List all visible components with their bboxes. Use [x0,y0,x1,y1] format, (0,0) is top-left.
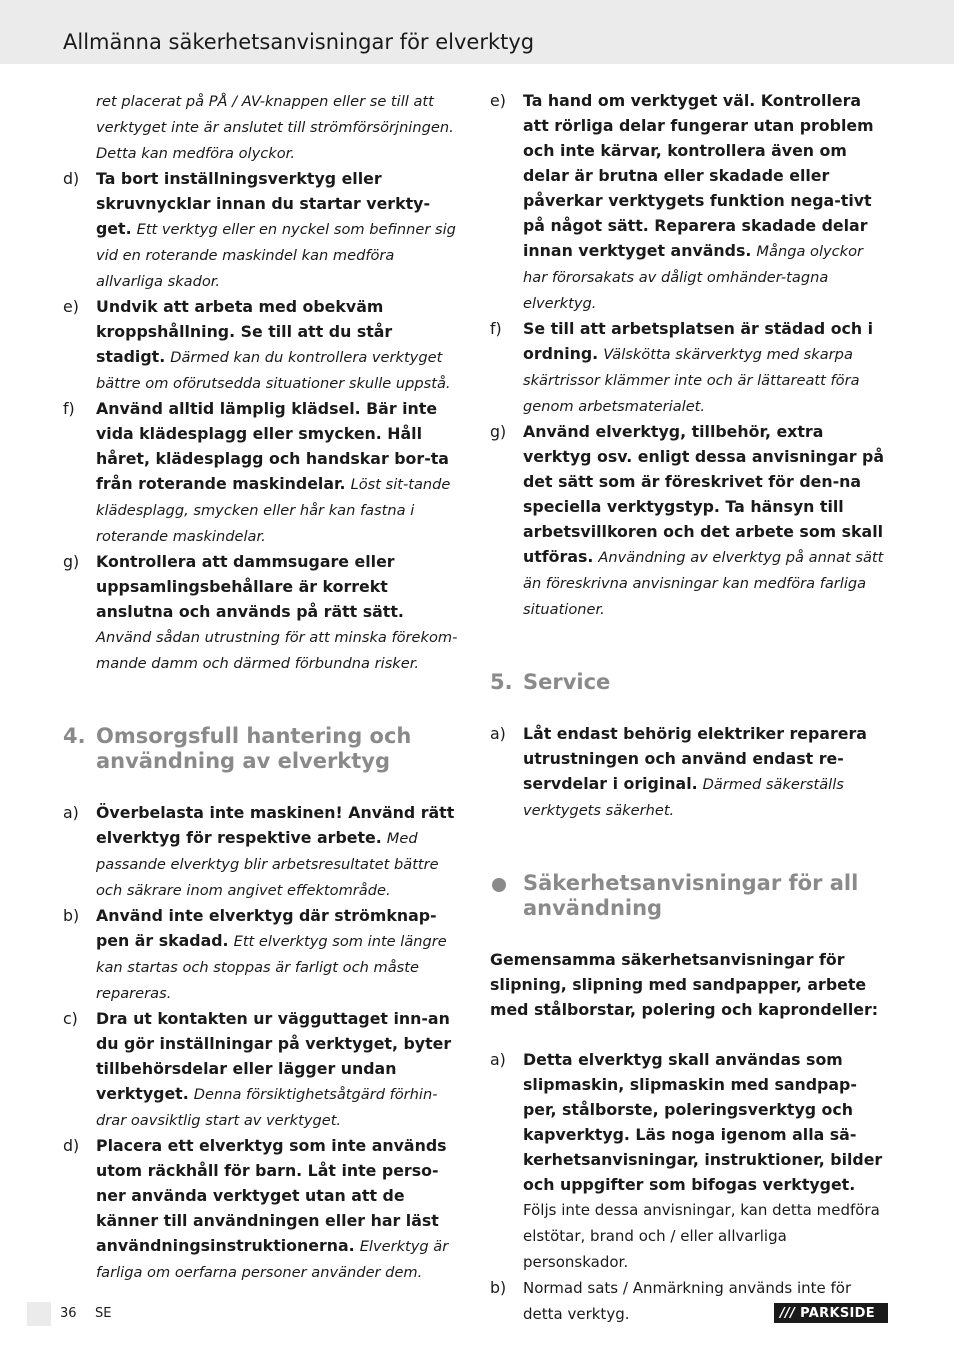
item-bold-text: Detta elverktyg skall användas som slipmaskin, slipmaskin med sandpap-per, stålborste, poleringsverktyg och kapverktyg. Läs noga igenom alla sä-kerhetsanvisningar, instruktioner, bilder och uppgifter som bifogas verktyget. [523,1050,883,1194]
common-safety-intro: Gemensamma säkerhetsanvisningar för slipning, slipning med sandpapper, arbete med stålborstar, polering och kaprondeller: [490,950,879,1019]
item-bold-text: Använd elverktyg, tillbehör, extra verktyg osv. enligt dessa anvisningar på det sätt som är föreskrivet för den-na speciella verktygstyp. Ta hänsyn till arbetsvillkoren och det arbete som skall utföras. [523,422,885,566]
item-text: Använd sådan utrustning för att minska förekom-mande damm och därmed förbundna risker. [96,629,458,672]
item-bold-text: Dra ut kontakten ur vägguttaget inn-an du gör inställningar på verktyget, byter tillbehörsdelar eller lägger undan verktyget. [96,1009,452,1103]
item-text: Användning av elverktyg på annat sätt än föreskrivna anvisningar kan medföra farliga situationer. [523,549,884,618]
item-text: Ett verktyg eller en nyckel som befinner sig vid en roterande maskindel kan medföra allvarliga skador. [96,221,456,290]
safety-section-heading [490,871,890,921]
item-text: Följs inte dessa anvisningar, kan detta medföra elstötar, brand och / eller allvarliga personskador. [523,1201,880,1271]
list-item-4b [63,903,463,1006]
list-item-g [63,549,463,676]
logo-slashes: /// [780,1305,796,1321]
list-item-4a [63,800,463,903]
parkside-logo [774,1303,888,1323]
item-text: ret placerat på PÅ / AV-knappen eller se till att verktyget inte är anslutet till strömförsörjningen. Detta kan medföra olyckor. [96,93,454,162]
item-text: Löst sit-tande klädesplagg, smycken eller hår kan fastna i roterande maskindelar. [96,476,451,545]
list-item-g [490,419,890,622]
list-item-c-continued [63,88,463,166]
section-title: Omsorgsfull hantering och användning av elverktyg [96,724,412,773]
page-header [0,0,954,64]
list-item-d [63,166,463,294]
item-bold-text: Låt endast behörig elektriker reparera utrustningen och använd endast re-servdelar i original. [523,724,867,793]
item-label: e) [63,297,79,316]
section-title: Säkerhetsanvisningar för all användning [523,871,859,920]
list-item-f [490,316,890,419]
item-label: e) [490,91,506,110]
item-bold-text: Ta bort inställningsverktyg eller skruvnycklar innan du startar verkty-get. [96,169,431,238]
footer-marker [27,1302,51,1326]
item-text: Med passande elverktyg blir arbetsresultatet bättre och säkrare inom angivet effektområde. [96,830,439,899]
item-label: a) [63,803,79,822]
list-item-e [490,88,890,316]
item-label: g) [63,552,80,571]
list-item-safety-a [490,1047,890,1275]
item-text: Ett elverktyg som inte längre kan startas och stoppas är farligt och måste repareras. [96,933,447,1002]
item-bold-text: Undvik att arbeta med obekväm kroppshållning. Se till att du står stadigt. [96,297,393,366]
item-bold-text: Placera ett elverktyg som inte används utom räckhåll för barn. Låt inte perso-ner använda verktyget utan att de känner till användningen eller har läst användningsinstruktionerna. [96,1136,447,1255]
item-label: d) [63,169,80,188]
item-bold-text: Använd inte elverktyg där strömknap-pen är skadad. [96,906,437,950]
item-text: Normad sats / Anmärkning används inte för detta verktyg. [523,1279,852,1323]
section-number: 5. [490,670,513,694]
item-bold-text: Ta hand om verktyget väl. Kontrollera att rörliga delar fungerar utan problem och inte kärvar, kontrollera även om delar är brutna eller skadade eller påverkar verktygets funktion nega-tivt på något sätt. Reparera skadade delar innan verktyget används. [523,91,874,260]
section-5-heading [490,670,890,695]
item-text: Därmed kan du kontrollera verktyget bättre om oförutsedda situationer skulle uppstå. [96,349,451,392]
item-bold-text: Använd alltid lämplig klädsel. Bär inte vida klädesplagg eller smycken. Håll håret, klädesplagg och handskar bor-ta från roterande maskindelar. [96,399,449,493]
page-title: Allmänna säkerhetsanvisningar för elverktyg [63,30,535,54]
item-text: Elverktyg är farliga om oerfarna personer använder dem. [96,1238,449,1281]
logo-text: PARKSIDE [800,1305,875,1321]
page-number: 36 [60,1306,77,1321]
item-text: Välskötta skärverktyg med skarpa skärtrissor klämmer inte och är lättareatt föra genom arbetsmaterialet. [523,346,860,415]
item-label: f) [490,319,502,338]
section-4-heading [63,724,463,774]
item-label: c) [63,1009,78,1028]
section-number: 4. [63,724,86,748]
item-label: b) [490,1278,507,1297]
list-item-e [63,294,463,396]
item-label: d) [63,1136,80,1155]
section-title: Service [523,670,611,694]
item-label: a) [490,724,506,743]
item-label: a) [490,1050,506,1069]
item-text: Denna försiktighetsåtgärd förhin-drar oavsiktlig start av verktyget. [96,1086,438,1129]
bullet-dot-icon [492,878,506,892]
list-item-5a [490,721,890,823]
item-text: Många olyckor har förorsakats av dåligt omhänder-tagna elverktyg. [523,243,864,312]
left-column [63,88,463,1285]
list-item-f [63,396,463,549]
item-bold-text: Se till att arbetsplatsen är städad och i ordning. [523,319,874,363]
item-label: g) [490,422,507,441]
list-item-4d [63,1133,463,1285]
item-label: f) [63,399,75,418]
right-column [490,88,890,1327]
item-label: b) [63,906,80,925]
language-code: SE [95,1306,112,1321]
item-bold-text: Överbelasta inte maskinen! Använd rätt elverktyg för respektive arbete. [96,803,455,847]
item-bold-text: Kontrollera att dammsugare eller uppsamlingsbehållare är korrekt anslutna och används på rätt sätt. [96,552,404,621]
item-text: Därmed säkerställs verktygets säkerhet. [523,776,844,819]
list-item-4c [63,1006,463,1133]
